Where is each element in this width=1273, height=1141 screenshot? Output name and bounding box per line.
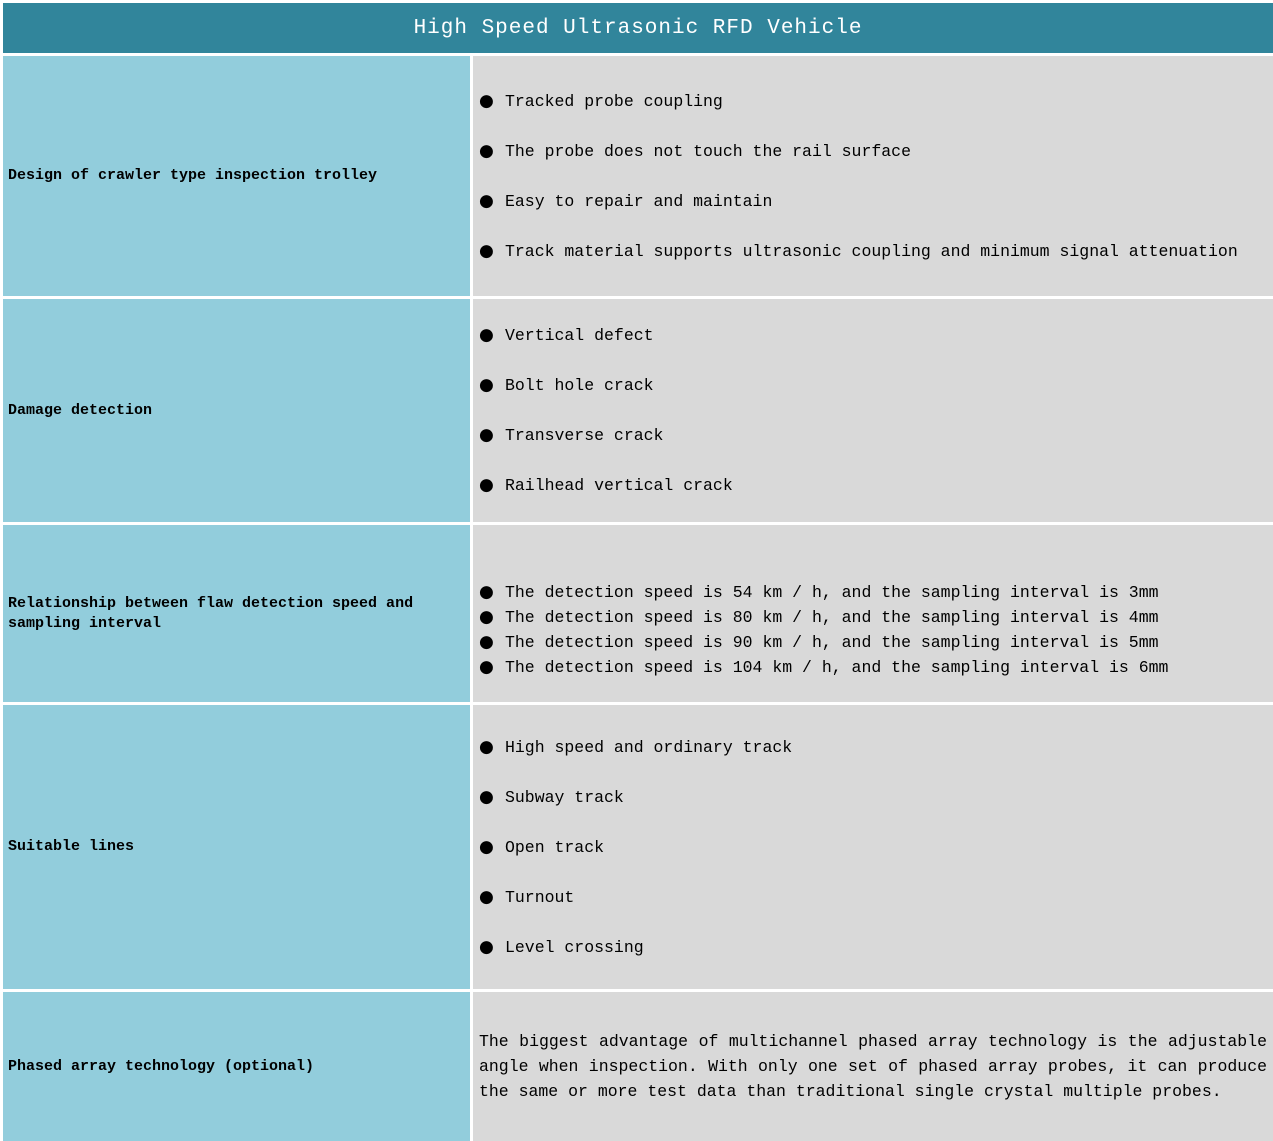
list-item <box>479 89 1267 114</box>
list-item <box>479 785 1267 810</box>
list-item-text: Turnout <box>505 887 575 907</box>
bullet-icon: ● <box>479 190 494 211</box>
list-item <box>479 835 1267 860</box>
bullet-icon: ● <box>479 936 494 957</box>
list-item <box>479 885 1267 910</box>
row-label: Suitable lines <box>8 838 135 855</box>
row-label-cell <box>3 525 470 702</box>
row-label-cell <box>3 992 470 1141</box>
row-label-cell <box>3 299 470 522</box>
list-item-text: Track material supports ultrasonic coupling and minimum signal attenuation <box>505 241 1238 261</box>
table-header <box>3 3 1273 53</box>
list-item-text: High speed and ordinary track <box>505 737 793 757</box>
bullet-icon: ● <box>479 375 494 395</box>
bullet-icon: ● <box>479 90 494 111</box>
page-title: High Speed Ultrasonic RFD Vehicle <box>413 16 863 40</box>
bullet-icon: ● <box>479 886 494 907</box>
bullet-icon: ● <box>479 240 494 261</box>
bullet-icon: ● <box>479 425 494 445</box>
list-item <box>479 580 1267 605</box>
row-label: Phased array technology (optional) <box>8 1057 315 1075</box>
row-content-cell <box>473 299 1273 522</box>
list-item <box>479 655 1267 680</box>
row-content-cell <box>473 992 1273 1141</box>
bullet-icon: ● <box>479 631 494 652</box>
list-item-text: Level crossing <box>505 937 644 957</box>
list-item <box>479 239 1267 264</box>
row-label: Damage detection <box>8 401 153 419</box>
bullet-icon: ● <box>479 606 494 627</box>
bullet-icon: ● <box>479 656 494 677</box>
list-item <box>479 423 1267 448</box>
list-item <box>479 605 1267 630</box>
list-item-text: Subway track <box>505 787 624 807</box>
list-item-text: Vertical defect <box>505 326 654 345</box>
bullet-icon: ● <box>479 475 494 495</box>
row-label: Design of crawler type inspection trolley <box>8 167 378 184</box>
list-item <box>479 189 1267 214</box>
row-content-cell <box>473 705 1273 989</box>
list-item <box>479 735 1267 760</box>
list-item-text: The detection speed is 90 km / h, and the sampling interval is 5mm <box>505 632 1159 652</box>
row-label-cell <box>3 56 470 296</box>
list-item <box>479 630 1267 655</box>
row-paragraph: The biggest advantage of multichannel phased array technology is the adjustable angle when inspection. With only one set of phased array probes, it can produce the same or more test data than traditional single crystal multiple probes. <box>479 1032 1267 1101</box>
row-label: Relationship between flaw detection speed and sampling interval <box>8 594 414 632</box>
list-item-text: Easy to repair and maintain <box>505 191 773 211</box>
bullet-icon: ● <box>479 736 494 757</box>
list-item-text: The detection speed is 104 km / h, and the sampling interval is 6mm <box>505 657 1169 677</box>
bullet-icon: ● <box>479 140 494 161</box>
list-item <box>479 139 1267 164</box>
list-item-text: Railhead vertical crack <box>505 476 733 495</box>
list-item <box>479 323 1267 348</box>
list-item-text: The detection speed is 80 km / h, and the sampling interval is 4mm <box>505 607 1159 627</box>
list-item-text: The detection speed is 54 km / h, and the sampling interval is 3mm <box>505 582 1159 602</box>
list-item-text: Tracked probe coupling <box>505 91 723 111</box>
list-item-text: Transverse crack <box>505 426 664 445</box>
list-item-text: The probe does not touch the rail surface <box>505 141 911 161</box>
bullet-icon: ● <box>479 325 494 345</box>
row-label-cell <box>3 705 470 989</box>
list-item-text: Bolt hole crack <box>505 376 654 395</box>
row-content-cell <box>473 56 1273 296</box>
list-item <box>479 473 1267 498</box>
list-item <box>479 935 1267 960</box>
bullet-icon: ● <box>479 786 494 807</box>
bullet-icon: ● <box>479 836 494 857</box>
list-item <box>479 373 1267 398</box>
row-content-cell <box>473 525 1273 702</box>
list-item-text: Open track <box>505 837 605 857</box>
bullet-icon: ● <box>479 581 494 602</box>
